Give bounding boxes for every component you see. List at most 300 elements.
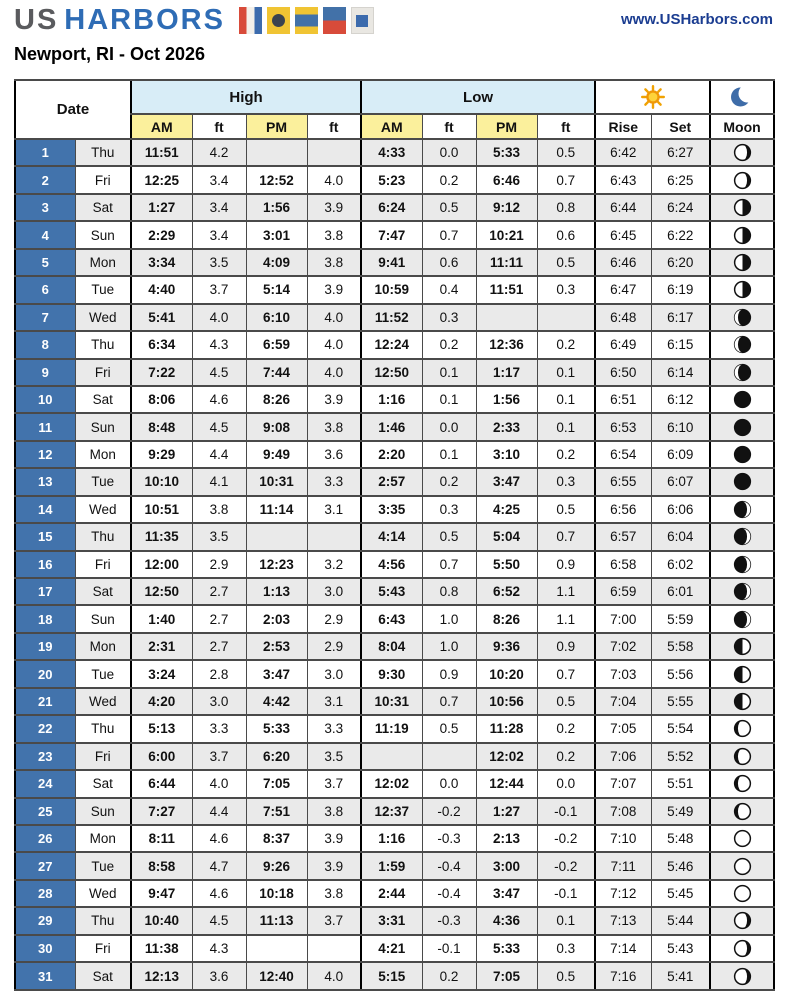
sunset-cell: 5:41 <box>651 962 710 990</box>
low-pm-ft-cell: 0.2 <box>537 331 595 358</box>
moon-phase-icon <box>732 966 753 987</box>
moon-phase-icon <box>732 444 753 465</box>
high-am-time-cell: 11:38 <box>131 935 192 962</box>
high-am-time-cell: 2:31 <box>131 633 192 660</box>
high-am-ft-cell: 3.4 <box>192 194 246 221</box>
sunrise-cell: 6:56 <box>595 496 651 523</box>
sunrise-cell: 7:02 <box>595 633 651 660</box>
low-am-ft-cell: 0.4 <box>422 276 476 303</box>
low-am-header: AM <box>361 114 422 139</box>
tide-row <box>15 551 774 578</box>
moon-phase-cell <box>710 468 774 495</box>
high-pm-ft-cell: 4.0 <box>307 166 361 193</box>
moon-phase-cell <box>710 496 774 523</box>
low-am-ft-cell: 0.6 <box>422 249 476 276</box>
low-am-time-cell: 10:31 <box>361 688 422 715</box>
website-link[interactable]: www.USHarbors.com <box>621 11 773 28</box>
sunset-header: Set <box>651 114 710 139</box>
tide-row <box>15 852 774 879</box>
moon-phase-cell <box>710 331 774 358</box>
date-number-cell: 12 <box>15 441 75 468</box>
moon-crescent-icon <box>711 81 773 113</box>
high-am-time-cell: 6:00 <box>131 743 192 770</box>
high-am-ft-cell: 4.3 <box>192 331 246 358</box>
sunset-cell: 6:06 <box>651 496 710 523</box>
high-pm-time-cell: 7:44 <box>246 359 307 386</box>
day-name-cell: Thu <box>75 331 131 358</box>
sunrise-cell: 6:46 <box>595 249 651 276</box>
tide-row <box>15 166 774 193</box>
low-pm-time-cell: 11:51 <box>476 276 537 303</box>
date-number-cell: 20 <box>15 660 75 687</box>
moon-phase-icon <box>732 252 753 273</box>
day-name-cell: Mon <box>75 825 131 852</box>
moon-phase-cell <box>710 166 774 193</box>
high-pm-header: PM <box>246 114 307 139</box>
day-name-cell: Thu <box>75 523 131 550</box>
high-am-time-cell: 4:20 <box>131 688 192 715</box>
moon-phase-icon <box>732 609 753 630</box>
tide-row <box>15 331 774 358</box>
high-pm-time-cell: 9:26 <box>246 852 307 879</box>
date-column-header: Date <box>15 80 131 139</box>
high-am-ft-cell: 4.5 <box>192 359 246 386</box>
high-am-header: AM <box>131 114 192 139</box>
low-pm-ft-cell: 0.5 <box>537 496 595 523</box>
date-number-cell: 24 <box>15 770 75 797</box>
flag-delta-icon <box>295 7 318 34</box>
tide-row <box>15 798 774 825</box>
sunset-cell: 5:49 <box>651 798 710 825</box>
high-pm-time-cell: 4:42 <box>246 688 307 715</box>
tide-table-container <box>14 79 773 991</box>
moon-column-header: Moon <box>710 114 774 139</box>
sun-icon <box>596 81 709 113</box>
date-number-cell: 18 <box>15 605 75 632</box>
moon-phase-icon <box>732 664 753 685</box>
high-am-ft-cell: 3.4 <box>192 221 246 248</box>
sunset-cell: 5:59 <box>651 605 710 632</box>
high-am-time-cell: 9:29 <box>131 441 192 468</box>
date-number-cell: 15 <box>15 523 75 550</box>
low-pm-ft-cell: 0.2 <box>537 441 595 468</box>
high-pm-ft-cell: 3.9 <box>307 852 361 879</box>
low-am-ft-cell: -0.1 <box>422 935 476 962</box>
low-am-ft-cell: 0.3 <box>422 496 476 523</box>
date-number-cell: 30 <box>15 935 75 962</box>
moon-phase-cell <box>710 359 774 386</box>
high-am-ft-cell: 3.7 <box>192 743 246 770</box>
moon-phase-cell <box>710 743 774 770</box>
sunset-cell: 6:20 <box>651 249 710 276</box>
high-am-time-cell: 12:25 <box>131 166 192 193</box>
high-pm-ft-cell: 4.0 <box>307 331 361 358</box>
low-am-ft-cell: -0.3 <box>422 907 476 934</box>
low-am-time-cell: 6:43 <box>361 605 422 632</box>
signal-flags <box>239 7 374 34</box>
date-number-cell: 1 <box>15 139 75 166</box>
high-pm-time-cell: 1:56 <box>246 194 307 221</box>
date-number-cell: 5 <box>15 249 75 276</box>
high-pm-ft-cell: 4.0 <box>307 359 361 386</box>
moon-phase-cell <box>710 935 774 962</box>
day-name-cell: Fri <box>75 743 131 770</box>
high-pm-ft-cell: 3.9 <box>307 825 361 852</box>
sunset-cell: 6:25 <box>651 166 710 193</box>
moon-phase-cell <box>710 304 774 331</box>
low-pm-ft-cell: 0.7 <box>537 523 595 550</box>
sunrise-header: Rise <box>595 114 651 139</box>
low-am-ft-header: ft <box>422 114 476 139</box>
high-pm-ft-cell: 3.6 <box>307 441 361 468</box>
high-pm-time-cell: 12:52 <box>246 166 307 193</box>
tide-row <box>15 880 774 907</box>
high-am-ft-cell: 3.3 <box>192 715 246 742</box>
moon-phase-icon <box>732 526 753 547</box>
moon-phase-cell <box>710 660 774 687</box>
high-pm-time-cell: 10:18 <box>246 880 307 907</box>
low-pm-time-cell: 9:36 <box>476 633 537 660</box>
high-am-time-cell: 12:13 <box>131 962 192 990</box>
sunrise-cell: 6:59 <box>595 578 651 605</box>
moon-phase-icon <box>732 279 753 300</box>
high-am-time-cell: 3:24 <box>131 660 192 687</box>
sunrise-cell: 7:16 <box>595 962 651 990</box>
high-pm-time-cell: 2:03 <box>246 605 307 632</box>
low-am-ft-cell: 0.2 <box>422 166 476 193</box>
low-am-time-cell: 2:57 <box>361 468 422 495</box>
high-am-time-cell: 7:27 <box>131 798 192 825</box>
high-pm-ft-cell <box>307 523 361 550</box>
date-number-cell: 11 <box>15 413 75 440</box>
high-pm-ft-cell: 3.9 <box>307 194 361 221</box>
sunrise-cell: 7:07 <box>595 770 651 797</box>
day-name-cell: Sun <box>75 798 131 825</box>
low-am-ft-cell: -0.4 <box>422 852 476 879</box>
low-pm-ft-cell: 0.7 <box>537 166 595 193</box>
sunset-cell: 5:54 <box>651 715 710 742</box>
low-pm-time-cell: 1:27 <box>476 798 537 825</box>
date-number-cell: 3 <box>15 194 75 221</box>
high-am-ft-cell: 4.6 <box>192 386 246 413</box>
sunset-cell: 5:48 <box>651 825 710 852</box>
low-am-time-cell: 12:50 <box>361 359 422 386</box>
day-name-cell: Mon <box>75 633 131 660</box>
sunset-cell: 5:58 <box>651 633 710 660</box>
sunset-cell: 6:12 <box>651 386 710 413</box>
low-pm-ft-cell <box>537 304 595 331</box>
high-am-time-cell: 5:41 <box>131 304 192 331</box>
tide-row <box>15 578 774 605</box>
low-pm-time-cell: 11:11 <box>476 249 537 276</box>
low-pm-ft-cell: 0.3 <box>537 468 595 495</box>
moon-phase-icon <box>732 499 753 520</box>
day-name-cell: Mon <box>75 441 131 468</box>
usharbors-logo <box>14 4 374 37</box>
sunset-cell: 6:22 <box>651 221 710 248</box>
moon-phase-icon <box>732 910 753 931</box>
low-am-time-cell: 10:59 <box>361 276 422 303</box>
moon-phase-cell <box>710 551 774 578</box>
low-am-ft-cell: 0.1 <box>422 386 476 413</box>
high-am-ft-cell: 4.6 <box>192 880 246 907</box>
high-am-ft-cell: 2.7 <box>192 605 246 632</box>
high-am-ft-cell: 4.3 <box>192 935 246 962</box>
tide-row <box>15 770 774 797</box>
moon-phase-cell <box>710 715 774 742</box>
low-am-time-cell: 3:31 <box>361 907 422 934</box>
high-am-ft-cell: 4.7 <box>192 852 246 879</box>
low-pm-time-cell: 10:56 <box>476 688 537 715</box>
low-pm-ft-cell: 0.9 <box>537 551 595 578</box>
date-number-cell: 29 <box>15 907 75 934</box>
day-name-cell: Sat <box>75 770 131 797</box>
sunset-cell: 5:51 <box>651 770 710 797</box>
low-pm-ft-cell: 0.5 <box>537 688 595 715</box>
low-section-header: Low <box>361 80 595 114</box>
high-pm-ft-header: ft <box>307 114 361 139</box>
low-pm-time-cell <box>476 304 537 331</box>
low-am-time-cell: 1:16 <box>361 825 422 852</box>
tide-row <box>15 907 774 934</box>
low-am-ft-cell <box>422 743 476 770</box>
high-am-time-cell: 11:35 <box>131 523 192 550</box>
low-pm-ft-cell: 1.1 <box>537 578 595 605</box>
high-pm-time-cell: 12:40 <box>246 962 307 990</box>
low-pm-time-cell: 12:02 <box>476 743 537 770</box>
day-name-cell: Fri <box>75 166 131 193</box>
high-pm-ft-cell: 3.1 <box>307 688 361 715</box>
low-pm-ft-cell: 0.8 <box>537 194 595 221</box>
high-am-ft-cell: 2.7 <box>192 633 246 660</box>
high-am-time-cell: 9:47 <box>131 880 192 907</box>
high-pm-ft-cell: 3.3 <box>307 468 361 495</box>
day-name-cell: Mon <box>75 249 131 276</box>
date-number-cell: 10 <box>15 386 75 413</box>
tide-row <box>15 715 774 742</box>
low-am-time-cell: 4:56 <box>361 551 422 578</box>
date-number-cell: 8 <box>15 331 75 358</box>
date-number-cell: 26 <box>15 825 75 852</box>
tide-row <box>15 413 774 440</box>
tide-row <box>15 605 774 632</box>
day-name-cell: Fri <box>75 551 131 578</box>
moon-phase-icon <box>732 828 753 849</box>
moon-phase-icon <box>732 307 753 328</box>
high-am-ft-cell: 3.5 <box>192 523 246 550</box>
day-name-cell: Sat <box>75 578 131 605</box>
high-pm-time-cell <box>246 935 307 962</box>
high-pm-time-cell: 9:08 <box>246 413 307 440</box>
tide-row <box>15 496 774 523</box>
moon-phase-icon <box>732 197 753 218</box>
moon-phase-icon <box>732 938 753 959</box>
tide-row <box>15 825 774 852</box>
moon-phase-cell <box>710 880 774 907</box>
high-pm-ft-cell: 3.8 <box>307 880 361 907</box>
high-pm-time-cell: 12:23 <box>246 551 307 578</box>
high-pm-ft-cell: 3.1 <box>307 496 361 523</box>
low-pm-time-cell: 9:12 <box>476 194 537 221</box>
tide-row <box>15 304 774 331</box>
high-am-time-cell: 6:44 <box>131 770 192 797</box>
table-body <box>15 139 774 990</box>
high-am-time-cell: 11:51 <box>131 139 192 166</box>
high-pm-ft-cell: 3.9 <box>307 386 361 413</box>
high-pm-time-cell: 8:37 <box>246 825 307 852</box>
moon-phase-cell <box>710 962 774 990</box>
tide-row <box>15 249 774 276</box>
high-pm-time-cell: 4:09 <box>246 249 307 276</box>
low-pm-time-cell: 11:28 <box>476 715 537 742</box>
low-pm-ft-cell: 0.5 <box>537 249 595 276</box>
low-pm-time-cell: 1:17 <box>476 359 537 386</box>
high-pm-time-cell: 6:20 <box>246 743 307 770</box>
low-am-ft-cell: 0.2 <box>422 962 476 990</box>
low-pm-time-cell: 3:47 <box>476 468 537 495</box>
low-pm-time-cell: 5:33 <box>476 139 537 166</box>
high-pm-time-cell: 2:53 <box>246 633 307 660</box>
low-pm-ft-cell: 0.7 <box>537 660 595 687</box>
low-pm-time-cell: 5:50 <box>476 551 537 578</box>
low-pm-ft-header: ft <box>537 114 595 139</box>
moon-phase-cell <box>710 798 774 825</box>
sunrise-cell: 7:08 <box>595 798 651 825</box>
day-name-cell: Tue <box>75 852 131 879</box>
date-number-cell: 19 <box>15 633 75 660</box>
sunrise-cell: 7:11 <box>595 852 651 879</box>
moon-phase-icon <box>732 471 753 492</box>
high-pm-time-cell: 10:31 <box>246 468 307 495</box>
day-name-cell: Fri <box>75 935 131 962</box>
flag-sierra-icon <box>351 7 374 34</box>
low-am-ft-cell: -0.2 <box>422 798 476 825</box>
moon-phase-icon <box>732 554 753 575</box>
high-pm-ft-cell: 3.5 <box>307 743 361 770</box>
high-am-time-cell: 1:40 <box>131 605 192 632</box>
high-am-ft-cell: 3.8 <box>192 496 246 523</box>
moon-phase-cell <box>710 139 774 166</box>
sunset-cell: 6:19 <box>651 276 710 303</box>
moon-phase-icon <box>732 581 753 602</box>
high-am-time-cell: 10:40 <box>131 907 192 934</box>
high-pm-time-cell: 1:13 <box>246 578 307 605</box>
moon-phase-icon <box>732 417 753 438</box>
low-pm-ft-cell: 1.1 <box>537 605 595 632</box>
high-am-ft-cell: 3.4 <box>192 166 246 193</box>
date-number-cell: 7 <box>15 304 75 331</box>
high-am-ft-cell: 4.0 <box>192 770 246 797</box>
moon-phase-cell <box>710 770 774 797</box>
low-pm-ft-cell: 0.5 <box>537 962 595 990</box>
high-pm-ft-cell: 3.7 <box>307 907 361 934</box>
sunset-cell: 6:27 <box>651 139 710 166</box>
sunrise-cell: 6:51 <box>595 386 651 413</box>
low-pm-time-cell: 4:25 <box>476 496 537 523</box>
moon-phase-cell <box>710 441 774 468</box>
sunset-cell: 5:45 <box>651 880 710 907</box>
tide-row <box>15 221 774 248</box>
high-am-ft-cell: 3.0 <box>192 688 246 715</box>
tide-row <box>15 743 774 770</box>
low-pm-header: PM <box>476 114 537 139</box>
low-am-time-cell: 3:35 <box>361 496 422 523</box>
high-am-ft-cell: 4.6 <box>192 825 246 852</box>
low-pm-ft-cell: 0.5 <box>537 139 595 166</box>
sunrise-cell: 6:43 <box>595 166 651 193</box>
low-am-ft-cell: 0.5 <box>422 715 476 742</box>
day-name-cell: Sun <box>75 413 131 440</box>
high-pm-time-cell: 7:51 <box>246 798 307 825</box>
sunset-cell: 6:01 <box>651 578 710 605</box>
day-name-cell: Sat <box>75 194 131 221</box>
high-pm-time-cell <box>246 139 307 166</box>
tide-table <box>14 79 775 991</box>
day-name-cell: Thu <box>75 715 131 742</box>
low-pm-ft-cell: 0.1 <box>537 359 595 386</box>
date-number-cell: 22 <box>15 715 75 742</box>
day-name-cell: Thu <box>75 139 131 166</box>
sunrise-cell: 7:05 <box>595 715 651 742</box>
low-am-ft-cell: -0.4 <box>422 880 476 907</box>
sunrise-cell: 6:44 <box>595 194 651 221</box>
low-am-time-cell: 5:23 <box>361 166 422 193</box>
low-pm-ft-cell: 0.6 <box>537 221 595 248</box>
high-am-ft-cell: 4.5 <box>192 413 246 440</box>
sunset-cell: 5:44 <box>651 907 710 934</box>
sunrise-cell: 6:57 <box>595 523 651 550</box>
low-am-ft-cell: 0.9 <box>422 660 476 687</box>
low-am-time-cell: 11:19 <box>361 715 422 742</box>
sunrise-cell: 7:12 <box>595 880 651 907</box>
low-am-ft-cell: 0.7 <box>422 688 476 715</box>
day-name-cell: Sat <box>75 386 131 413</box>
tide-row <box>15 276 774 303</box>
high-am-ft-cell: 4.2 <box>192 139 246 166</box>
low-pm-ft-cell: 0.3 <box>537 935 595 962</box>
sunset-cell: 6:17 <box>651 304 710 331</box>
low-am-ft-cell: 1.0 <box>422 633 476 660</box>
low-pm-ft-cell: 0.1 <box>537 386 595 413</box>
low-pm-time-cell: 4:36 <box>476 907 537 934</box>
low-pm-time-cell: 2:13 <box>476 825 537 852</box>
tide-row <box>15 359 774 386</box>
page-title: Newport, RI - Oct 2026 <box>14 44 206 64</box>
high-pm-ft-cell: 3.9 <box>307 276 361 303</box>
high-am-time-cell: 8:58 <box>131 852 192 879</box>
low-am-time-cell: 4:33 <box>361 139 422 166</box>
tide-row <box>15 962 774 990</box>
high-am-time-cell: 8:06 <box>131 386 192 413</box>
moon-phase-icon <box>732 718 753 739</box>
sunset-cell: 5:56 <box>651 660 710 687</box>
high-pm-time-cell: 5:33 <box>246 715 307 742</box>
low-am-time-cell: 5:15 <box>361 962 422 990</box>
high-pm-time-cell: 11:13 <box>246 907 307 934</box>
moon-phase-icon <box>732 362 753 383</box>
low-am-time-cell: 4:21 <box>361 935 422 962</box>
high-pm-ft-cell: 4.0 <box>307 304 361 331</box>
low-am-time-cell: 1:16 <box>361 386 422 413</box>
high-am-time-cell: 7:22 <box>131 359 192 386</box>
low-am-time-cell: 8:04 <box>361 633 422 660</box>
sunset-cell: 6:04 <box>651 523 710 550</box>
low-pm-ft-cell: 0.1 <box>537 907 595 934</box>
sunrise-cell: 7:04 <box>595 688 651 715</box>
low-am-ft-cell: 0.0 <box>422 413 476 440</box>
sunrise-cell: 6:58 <box>595 551 651 578</box>
low-am-time-cell: 9:30 <box>361 660 422 687</box>
